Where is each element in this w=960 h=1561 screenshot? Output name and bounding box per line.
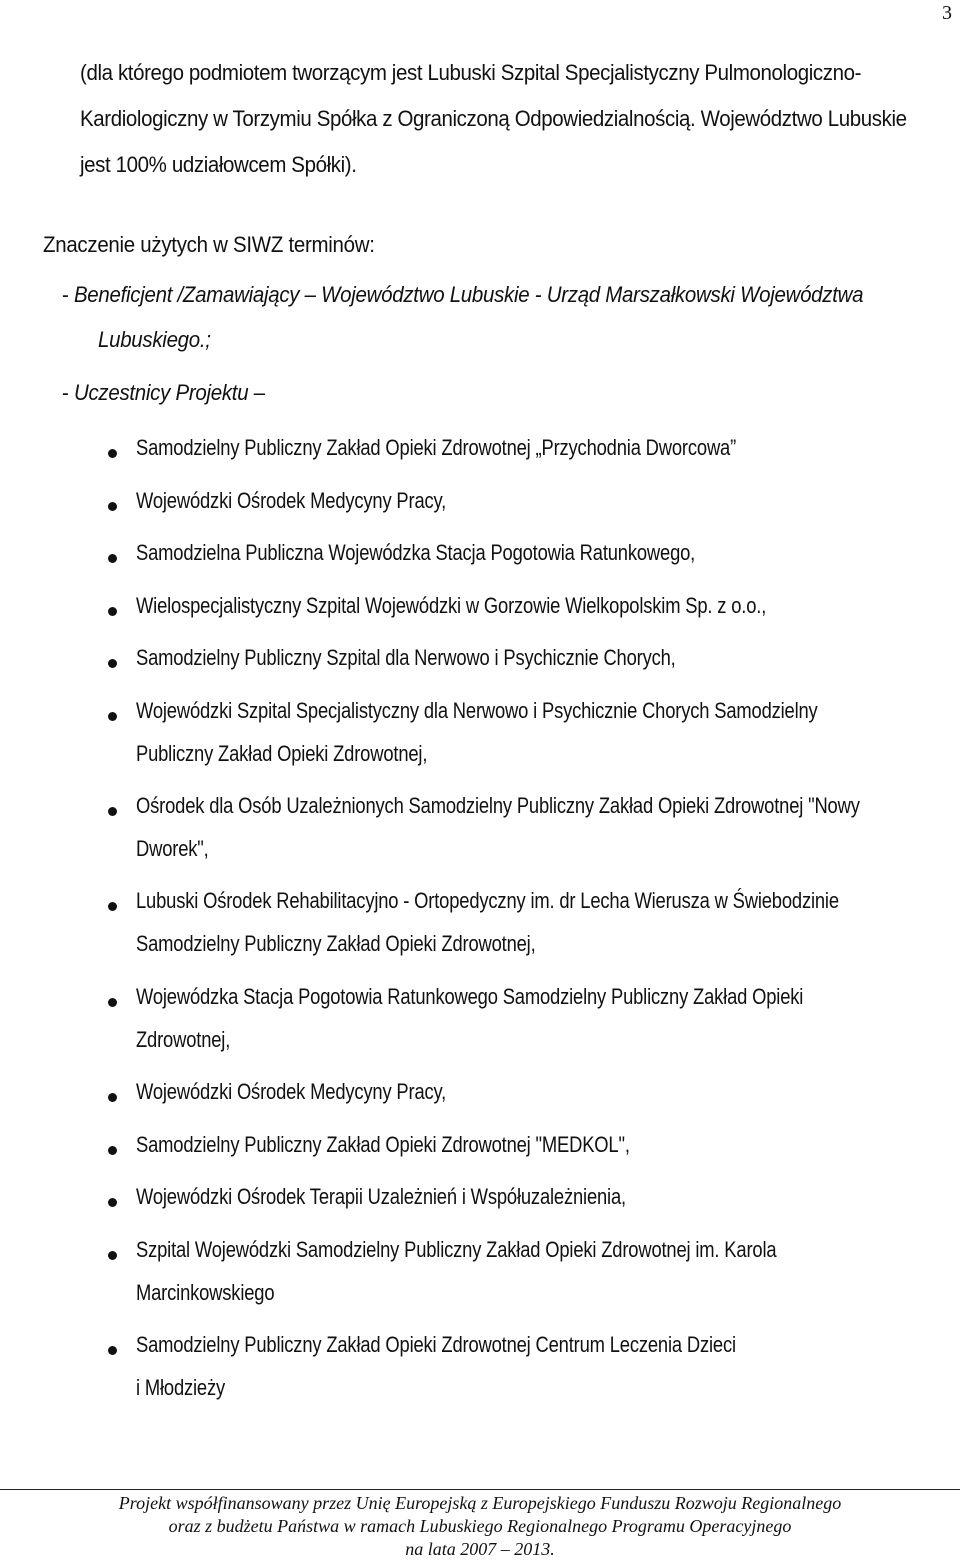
bullet-icon bbox=[108, 902, 117, 911]
list-item-text: Wojewódzki Szpital Specjalistyczny dla Nerwowo i Psychicznie Chorych Samodzielny Publiczny Zakład Opieki Zdrowotnej, bbox=[136, 698, 818, 766]
intro-paragraph bbox=[80, 50, 907, 188]
bullet-icon bbox=[108, 1251, 117, 1260]
terms-heading: Znaczenie użytych w SIWZ terminów: bbox=[43, 232, 375, 257]
bullet-icon bbox=[108, 554, 117, 563]
bullet-icon bbox=[108, 712, 117, 721]
list-item-text: Samodzielna Publiczna Wojewódzka Stacja Pogotowia Ratunkowego, bbox=[136, 540, 696, 565]
bullet-icon bbox=[108, 1093, 117, 1102]
list-item-text: Samodzielny Publiczny Zakład Opieki Zdrowotnej Centrum Leczenia Dzieci i Młodzieży bbox=[136, 1332, 736, 1400]
footer-line: oraz z budżetu Państwa w ramach Lubuskiego Regionalnego Programu Operacyjnego bbox=[168, 1516, 792, 1536]
list-item-text: Ośrodek dla Osób Uzależnionych Samodzielny Publiczny Zakład Opieki Zdrowotnej "Nowy Dworek", bbox=[136, 793, 860, 861]
term-participants bbox=[62, 380, 265, 406]
intro-line: Kardiologiczny w Torzymiu Spółka z Ograniczoną Odpowiedzialnością. Województwo Lubuskie bbox=[80, 106, 907, 131]
term-participants-text: Uczestnicy Projektu – bbox=[73, 380, 265, 405]
footer bbox=[0, 1492, 960, 1561]
bullet-icon bbox=[108, 659, 117, 668]
list-item-text: Szpital Wojewódzki Samodzielny Publiczny Zakład Opieki Zdrowotnej im. Karola Marcinkowskiego bbox=[136, 1237, 777, 1305]
page-number: 3 bbox=[942, 2, 952, 24]
bullet-icon bbox=[108, 449, 117, 458]
bullet-icon bbox=[108, 998, 117, 1007]
list-item-text: Wojewódzka Stacja Pogotowia Ratunkowego Samodzielny Publiczny Zakład Opieki Zdrowotnej, bbox=[136, 984, 804, 1052]
term-beneficiary-text: Beneficjent /Zamawiający – Województwo Lubuskie - Urząd Marszałkowski Województwa bbox=[73, 282, 864, 307]
footer-line: na lata 2007 – 2013. bbox=[405, 1539, 555, 1559]
list-item-text: Samodzielny Publiczny Szpital dla Nerwowo i Psychicznie Chorych, bbox=[136, 645, 676, 670]
list-item-text: Wojewódzki Ośrodek Terapii Uzależnień i Współuzależnienia, bbox=[136, 1184, 626, 1209]
term-beneficiary-continuation: Lubuskiego.; bbox=[98, 327, 211, 352]
bullet-icon bbox=[108, 1346, 117, 1355]
term-beneficiary bbox=[62, 282, 950, 308]
list-item-text: Wielospecjalistyczny Szpital Wojewódzki w Gorzowie Wielkopolskim Sp. z o.o., bbox=[136, 593, 767, 618]
bullet-icon bbox=[108, 1198, 117, 1207]
footer-divider bbox=[0, 1489, 960, 1490]
intro-line: jest 100% udziałowcem Spółki). bbox=[80, 152, 357, 177]
list-item-text: Wojewódzki Ośrodek Medycyny Pracy, bbox=[136, 488, 447, 513]
bullet-icon bbox=[108, 1146, 117, 1155]
dash-marker: - bbox=[62, 380, 74, 405]
list-item-text: Wojewódzki Ośrodek Medycyny Pracy, bbox=[136, 1079, 447, 1104]
bullet-icon bbox=[108, 807, 117, 816]
list-item-text: Samodzielny Publiczny Zakład Opieki Zdrowotnej „Przychodnia Dworcowa” bbox=[136, 435, 737, 460]
footer-line: Projekt współfinansowany przez Unię Europejską z Europejskiego Funduszu Rozwoju Regionalnego bbox=[118, 1493, 842, 1513]
dash-marker: - bbox=[62, 282, 74, 307]
bullet-icon bbox=[108, 607, 117, 616]
list-item-text: Lubuski Ośrodek Rehabilitacyjno - Ortopedyczny im. dr Lecha Wierusza w Świebodzinie Samodzielny Publiczny Zakład Opieki Zdrowotnej, bbox=[136, 888, 839, 956]
list-item-text: Samodzielny Publiczny Zakład Opieki Zdrowotnej "MEDKOL", bbox=[136, 1132, 630, 1157]
intro-line: (dla którego podmiotem tworzącym jest Lubuski Szpital Specjalistyczny Pulmonologiczno- bbox=[80, 60, 862, 85]
bullet-icon bbox=[108, 502, 117, 511]
